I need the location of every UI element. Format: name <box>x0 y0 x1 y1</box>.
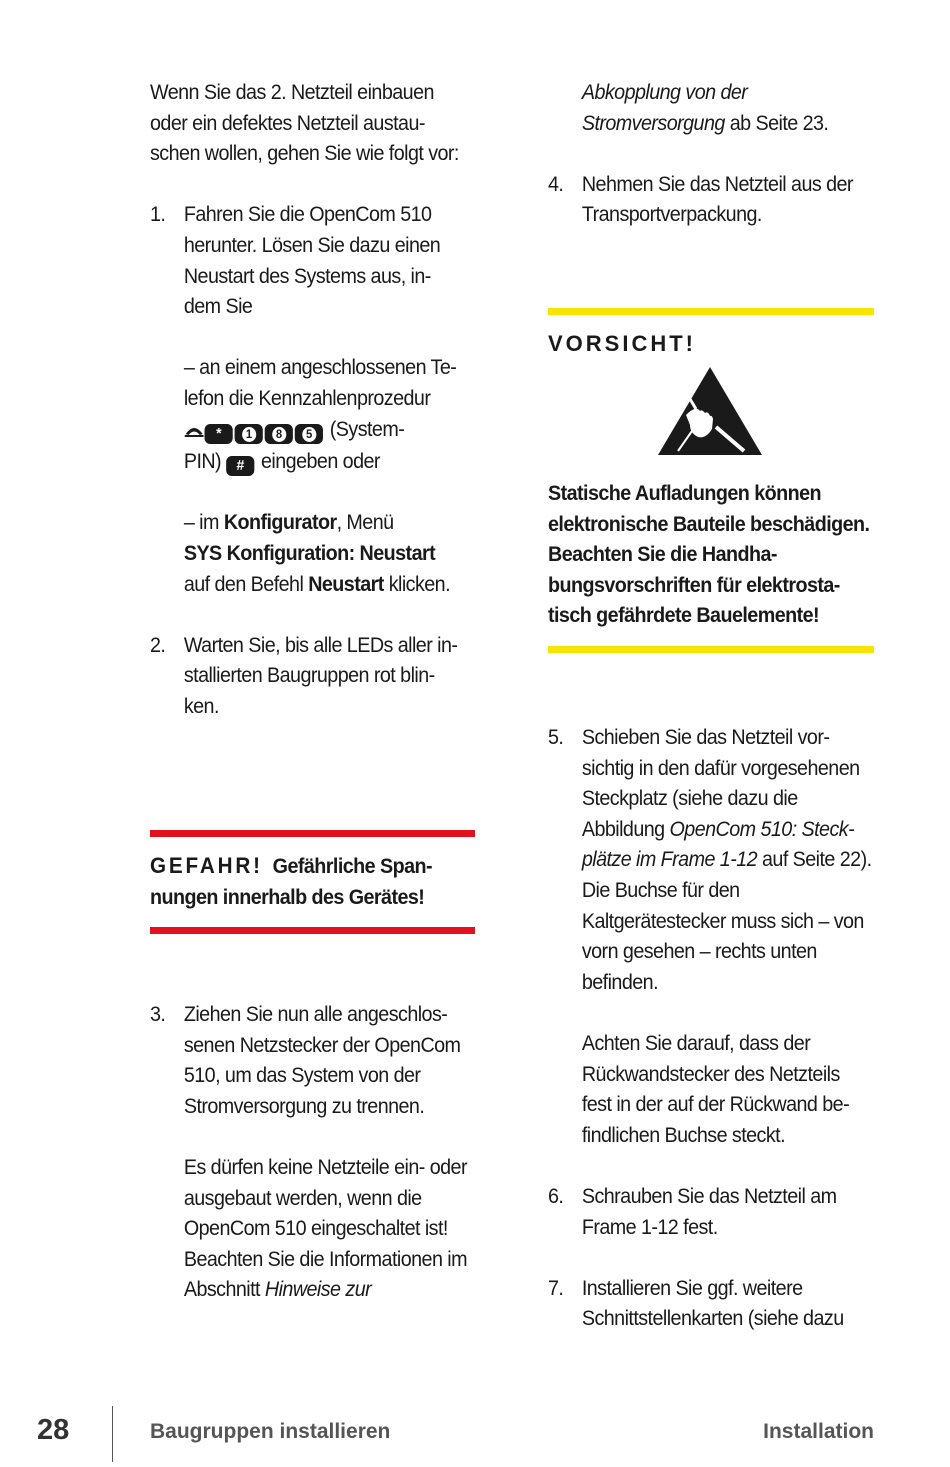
step-1-text: Fahren Sie die OpenCom 510 herunter. Lösen Sie dazu einen Neustart des Systems aus, indem Sie <box>183 203 441 319</box>
danger-keyword: GEFAHR! <box>150 853 263 878</box>
right-column <box>548 78 878 1331</box>
danger-bar-top <box>150 830 475 837</box>
step-2-text: Warten Sie, bis alle LEDs aller installierten Baugruppen rot blinken. <box>183 633 458 718</box>
step-5 <box>548 723 872 1151</box>
caution-keyword: VORSICHT! <box>548 331 696 356</box>
step-6 <box>548 1182 872 1243</box>
caution-box <box>548 308 874 653</box>
step-5-text: Schieben Sie das Netzteil vorsichtig in den dafür vorgesehenen Steckplatz (siehe dazu die Abbildung OpenCom 510: Steckplätze im Frame 1-12 auf Seite 22). Die Buchse für den Kaltgerätestecker muss sich – von vorn gesehen – rechts unten befinden. <box>581 726 872 994</box>
step-number: 1. <box>150 203 166 227</box>
step-3-block <box>150 1000 474 1306</box>
step-number: 2. <box>150 633 166 657</box>
page-number: 28 <box>37 1414 70 1446</box>
esd-warning-icon <box>656 365 764 457</box>
step-4-text: Nehmen Sie das Netzteil aus der Transportverpackung. <box>581 172 853 227</box>
danger-bar-bottom <box>150 927 475 934</box>
right-steps <box>548 723 872 1335</box>
step-3-note: Es dürfen keine Netzteile ein- oder ausgebaut werden, wenn die OpenCom 510 eingeschaltet ist! Beachten Sie die Informationen im Abschnitt Hinweise zur <box>183 1155 468 1302</box>
page-footer <box>0 1400 950 1467</box>
footer-section-title: Baugruppen installieren <box>150 1420 391 1443</box>
step-number: 7. <box>548 1276 564 1300</box>
caution-bar-top <box>548 308 874 315</box>
danger-text: GEFAHR! Gefährliche Spannungen innerhalb des Gerätes! <box>150 853 433 909</box>
key-star-icon: * <box>205 424 233 444</box>
caution-text: Statische Aufladungen können elektronische Bauteile beschädigen. Beachten Sie die Handhabungsvorschriften für elektrostatisch gefährdete Bauelemente! <box>548 482 870 628</box>
step-4 <box>548 170 858 231</box>
step-7 <box>548 1274 872 1335</box>
step-number: 4. <box>548 172 564 196</box>
step-1-bullet-2: – im Konfigurator, Menü SYS Konfiguration: Neustart auf den Befehl Neustart klicken. <box>183 511 451 596</box>
key-8-icon: 8 <box>265 424 293 444</box>
step-2 <box>150 631 460 723</box>
step-3-text: Ziehen Sie nun alle angeschlossenen Netzstecker der OpenCom 510, um das System von der Stromversorgung zu trennen. <box>183 1003 461 1118</box>
step-7-text: Installieren Sie ggf. weitere Schnittstellenkarten (siehe dazu <box>581 1276 844 1331</box>
left-column <box>150 78 480 1302</box>
step-3 <box>150 1000 474 1306</box>
step-number: 3. <box>150 1003 166 1026</box>
footer-divider <box>112 1406 113 1462</box>
step-1 <box>150 200 460 600</box>
step-5-note: Achten Sie darauf, dass der Rückwandstecker des Netzteils fest in der auf der Rückwand befindlichen Buchse steckt. <box>581 1031 850 1147</box>
key-hash-icon: # <box>226 456 254 476</box>
caution-bar-bottom <box>548 646 874 653</box>
intro-text: Wenn Sie das 2. Netzteil einbauen oder ein defektes Netzteil austauschen wollen, gehen Sie wie folgt vor: <box>150 81 459 166</box>
danger-box <box>150 830 475 934</box>
step-number: 5. <box>548 726 564 749</box>
step-6-text: Schrauben Sie das Netzteil am Frame 1-12 fest. <box>581 1184 837 1239</box>
key-1-icon: 1 <box>235 424 263 444</box>
right-top-text <box>548 78 858 231</box>
step-1-bullet-1: – an einem angeschlossenen Telefon die Kennzahlenprozedur * 1 8 5 (System- PIN) # eingeben oder <box>183 356 457 475</box>
handset-icon <box>184 417 205 448</box>
step-number: 6. <box>548 1184 564 1208</box>
key-5-icon: 5 <box>295 424 323 444</box>
intro-paragraph <box>150 78 460 722</box>
continued-text: Abkopplung von der Stromversorgung ab Seite 23. <box>581 81 829 135</box>
footer-chapter-title: Installation <box>763 1420 874 1443</box>
